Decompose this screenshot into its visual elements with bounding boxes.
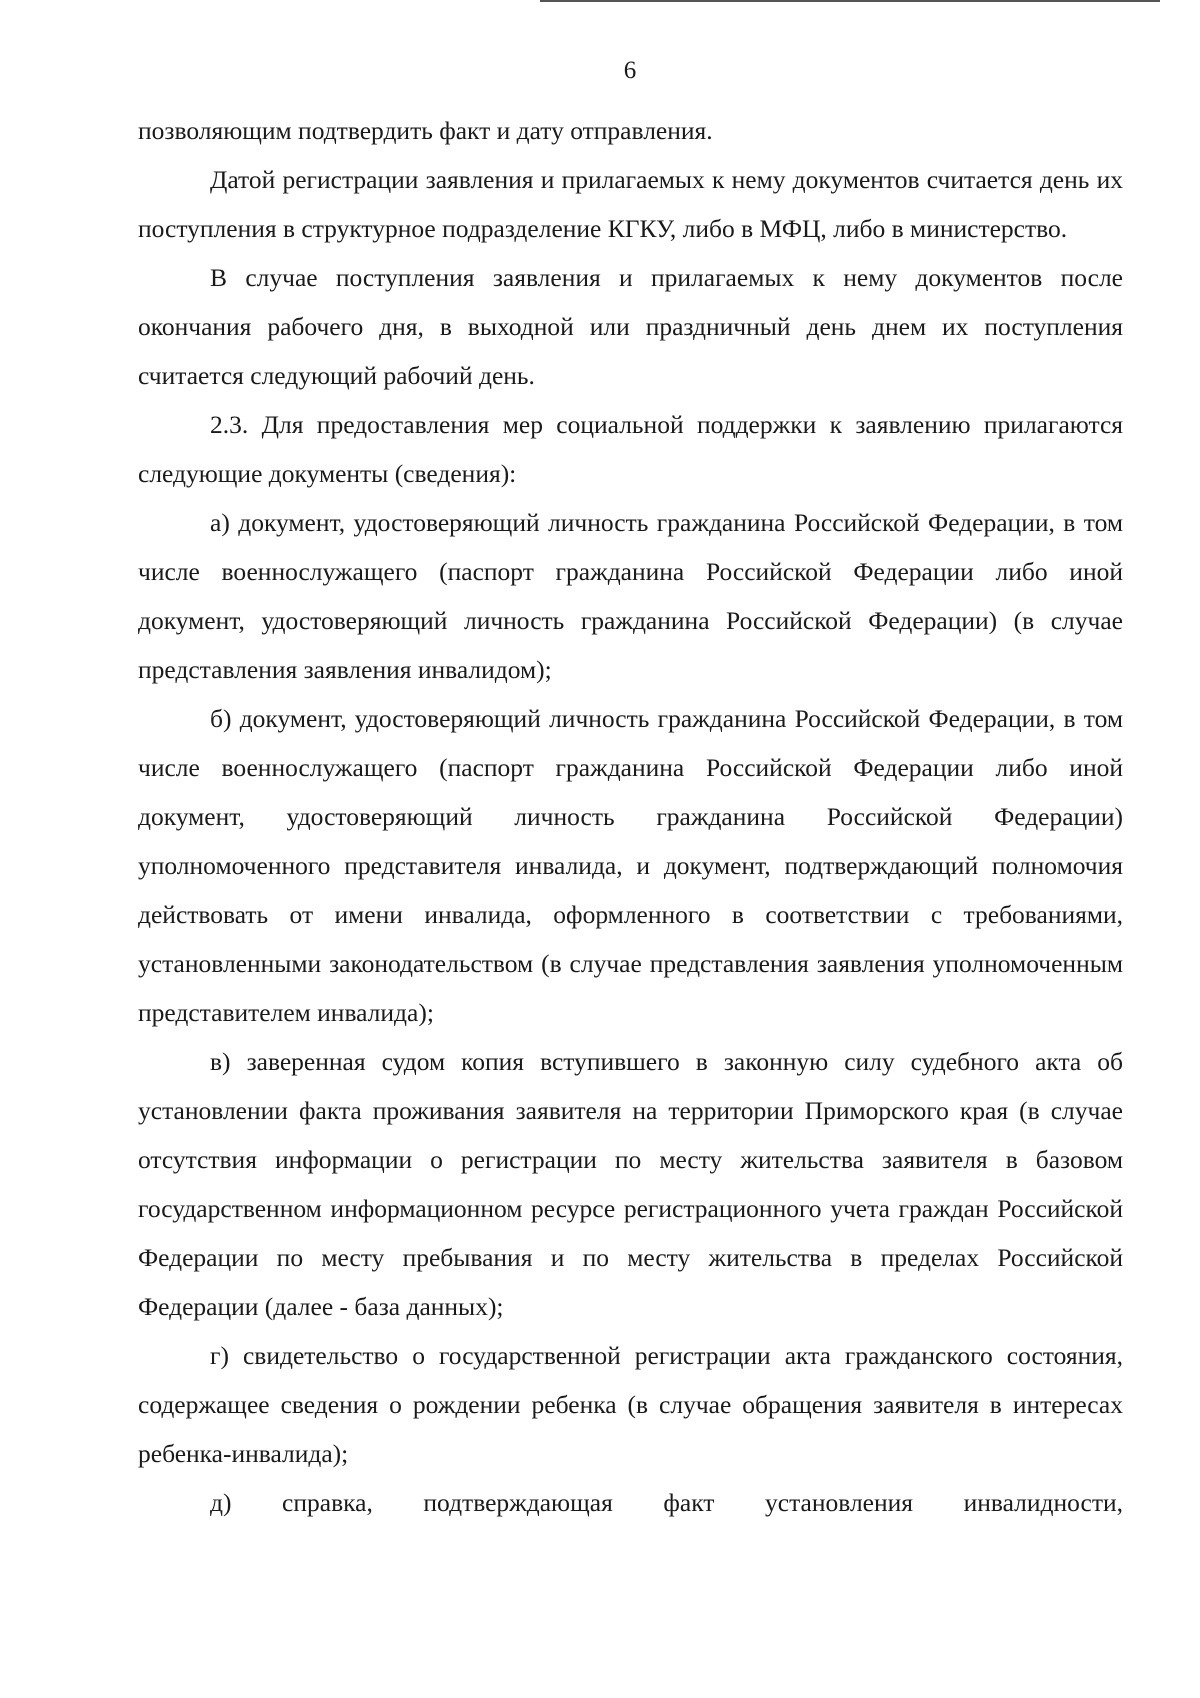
list-item-v: в) заверенная судом копия вступившего в законную силу судебного акта об установлении факта проживания заявителя на территории Приморского края (в случае отсутствия информации о регистрации по месту жительства заявителя в базовом государственном информационном ресурсе регистрационного учета граждан Российской Федерации по месту пребывания и по месту жительства в пределах Российской Федерации (далее - база данных); [138, 1047, 1123, 1321]
paragraph-section-2-3: 2.3. Для предоставления мер социальной поддержки к заявлению прилагаются следующие документы (сведения): [138, 410, 1123, 488]
paragraph-after-hours: В случае поступления заявления и прилагаемых к нему документов после окончания рабочего дня, в выходной или праздничный день днем их поступления считается следующий рабочий день. [138, 263, 1123, 390]
paragraph-continuation: позволяющим подтвердить факт и дату отправления. [138, 116, 713, 145]
top-border-line [540, 0, 1160, 2]
list-item-a: а) документ, удостоверяющий личность гражданина Российской Федерации, в том числе военнослужащего (паспорт гражданина Российской Федерации либо иной документ, удостоверяющий личность гражданина Российской Федерации) (в случае представления заявления инвалидом); [138, 508, 1123, 684]
list-item-d: д) справка, подтверждающая факт установления инвалидности, [210, 1488, 1123, 1517]
list-item-g: г) свидетельство о государственной регистрации акта гражданского состояния, содержащее сведения о рождении ребенка (в случае обращения заявителя в интересах ребенка-инвалида); [138, 1341, 1123, 1468]
document-body [138, 106, 1123, 1527]
page-number: 6 [623, 57, 637, 84]
paragraph-registration-date: Датой регистрации заявления и прилагаемых к нему документов считается день их поступления в структурное подразделение КГКУ, либо в МФЦ, либо в министерство. [138, 165, 1123, 243]
list-item-b: б) документ, удостоверяющий личность гражданина Российской Федерации, в том числе военнослужащего (паспорт гражданина Российской Федерации либо иной документ, удостоверяющий личность гражданина Российской Федерации) уполномоченного представителя инвалида, и документ, подтверждающий полномочия действовать от имени инвалида, оформленного в соответствии с требованиями, установленными законодательством (в случае представления заявления уполномоченным представителем инвалида); [138, 704, 1123, 1027]
